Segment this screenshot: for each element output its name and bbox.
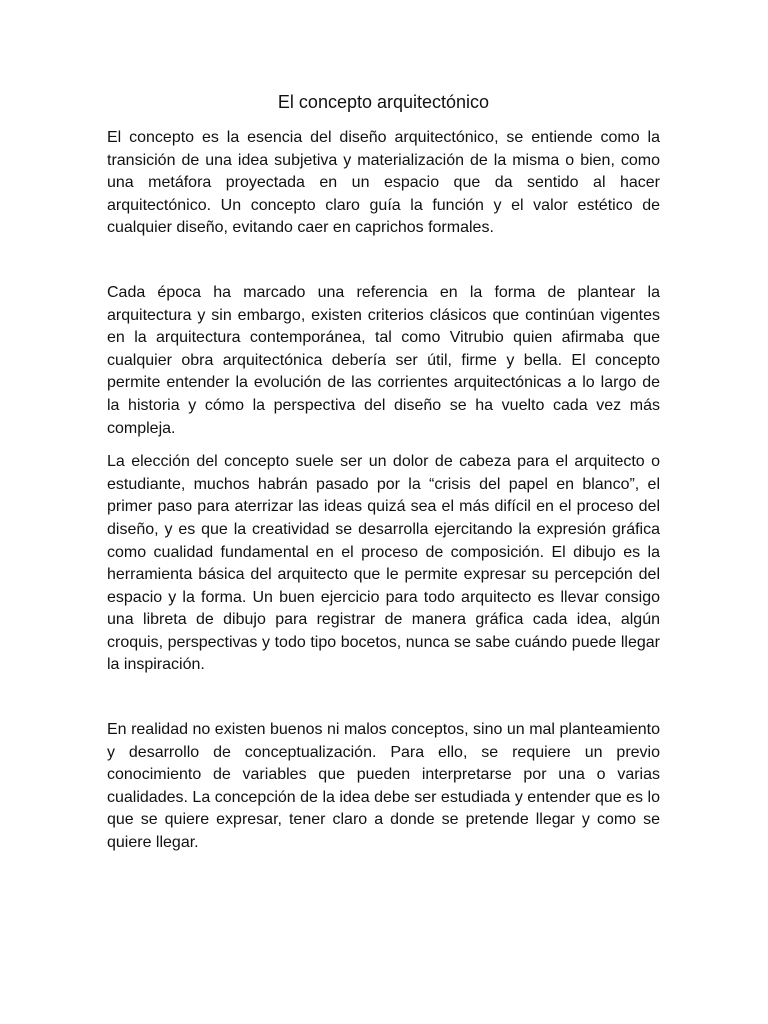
paragraph-3: La elección del concepto suele ser un dolor de cabeza para el arquitecto o estudiante, muchos habrán pasado por la “crisis del papel en blanco”, el primer paso para aterrizar las ideas quizá sea el más difícil en el proceso del diseño, y es que la creatividad se desarrolla ejercitando la expresión gráfica como cualidad fundamental en el proceso de composición. El dibujo es la herramienta básica del arquitecto que le permite expresar su percepción del espacio y la forma. Un buen ejercicio para todo arquitecto es llevar consigo una libreta de dibujo para registrar de manera gráfica cada idea, algún croquis, perspectivas y todo tipo bocetos, nunca se sabe cuándo puede llegar la inspiración. — [107, 453, 660, 674]
paragraph-2: Cada época ha marcado una referencia en la forma de plantear la arquitectura y sin embargo, existen criterios clásicos que continúan vigentes en la arquitectura contemporánea, tal como Vitrubio quien afirmaba que cualquier obra arquitectónica debería ser útil, firme y bella. El concepto permite entender la evolución de las corrientes arquitectónicas a lo largo de la historia y cómo la perspectiva del diseño se ha vuelto cada vez más compleja. — [107, 283, 660, 437]
paragraph-4: En realidad no existen buenos ni malos conceptos, sino un mal planteamiento y desarrollo de conceptualización. Para ello, se requiere un previo conocimiento de variables que pueden interpretarse por una o varias cualidades. La concepción de la idea debe ser estudiada y entender que es lo que se quiere expresar, tener claro a donde se pretende llegar y como se quiere llegar. — [107, 721, 660, 852]
document-page — [107, 89, 660, 855]
document-title: El concepto arquitectónico — [277, 92, 490, 112]
paragraph-1: El concepto es la esencia del diseño arquitectónico, se entiende como la transición de una idea subjetiva y materialización de la misma o bien, como una metáfora proyectada en un espacio que da sentido al hacer arquitectónico. Un concepto claro guía la función y el valor estético de cualquier diseño, evitando caer en caprichos formales. — [107, 129, 660, 237]
